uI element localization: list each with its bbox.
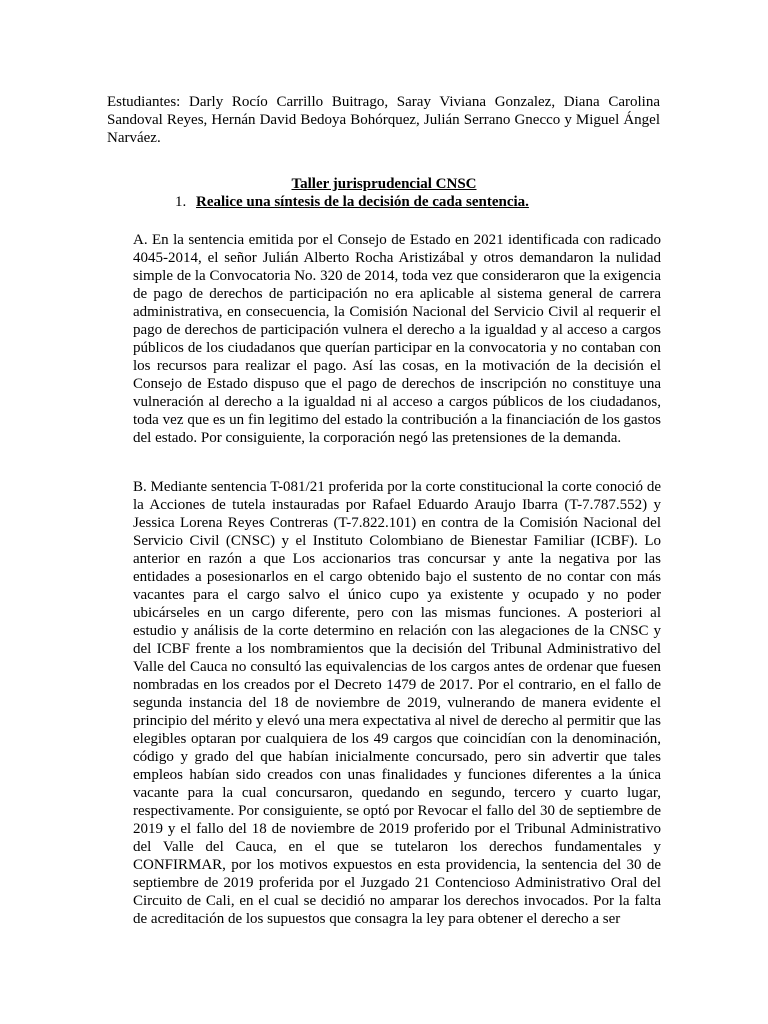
question-item [175,193,529,211]
question-text: Realice una síntesis de la decisión de cada sentencia. [196,194,529,210]
paragraph-a-text: En la sentencia emitida por el Consejo de Estado en 2021 identificada con radicado 4045-2014, el señor Julián Alberto Rocha Aristizábal y otros demandaron la nulidad simple de la Convocatoria No. 320 de 2014, toda vez que consideraron que la exigencia de pago de derechos de participación no era aplicable al sistema general de carrera administrativa, en consecuencia, la Comisión Nacional del Servicio Civil al requerir el pago de derechos de participación vulnera el derecho a la igualdad y al acceso a cargos públicos de los ciudadanos que querían participar en la convocatoria y no contaban con los recursos para realizar el pago. Así las cosas, en la motivación de la decisión el Consejo de Estado dispuso que el pago de derechos de inscripción no constituye una vulneración al derecho a la igualdad ni al acceso a cargos públicos de los ciudadanos, toda vez que es un fin legitimo del estado la contribución a la financiación de los gastos del estado. Por consiguiente, la corporación negó las pretensiones de la demanda. [133,232,661,446]
paragraph-b: B. Mediante sentencia T-081/21 proferida por la corte constitucional la corte conoció de la Acciones de tutela instauradas por Rafael Eduardo Araujo Ibarra (T-7.787.552) y Jessica Lorena Reyes Contreras (T-7.822.101) en contra de la Comisión Nacional del Servicio Civil (CNSC) y el Instituto Colombiano de Bienestar Familiar (ICBF). Lo anterior en razón a que Los accionarios tras concursar y ante la negativa por las entidades a posesionarlos en el cargo obtenido bajo el sustento de no contar con más vacantes para el cargo salvo el único cupo ya existente y ocupado y no poder ubicárseles en un cargo diferente, pero con las mismas funciones. A posteriori al estudio y análisis de la corte determino en relación con las alegaciones de la CNSC y del ICBF frente a los nombramientos que la decisión del Tribunal Administrativo del Valle del Cauca no consultó las equivalencias de los cargos antes de ordenar que fuesen nombradas en los creados por el Decreto 1479 de 2017. Por el contrario, en el fallo de segunda instancia del 18 de noviembre de 2019, vulnerando de manera evidente el principio del mérito y elevó una mera expectativa al nivel de derecho al permitir que las elegibles optaran por cualquiera de los 49 cargos que coincidían con la denominación, código y grado del que habían inicialmente concursado, pero sin advertir que tales empleos habían sido creados con unas finalidades y funciones diferentes a la única vacante para la cual concursaron, quedando en segundo, tercero y cuarto lugar, respectivamente. Por consiguiente, se optó por Revocar el fallo del 30 de septiembre de 2019 y el fallo del 18 de noviembre de 2019 proferido por el Tribunal Administrativo del Valle del Cauca, en el que se tutelaron los derechos fundamentales y CONFIRMAR, por los motivos expuestos en esta providencia, la sentencia del 30 de septiembre de 2019 proferida por el Juzgado 21 Contencioso Administrativo Oral del Circuito de Cali, en el cual se decidió no amparar los derechos invocados. Por la falta de acreditación de los supuestos que consagra la ley para obtener el derecho a ser [133,479,661,927]
question-number: 1. [175,194,187,210]
paragraph-a [133,231,661,447]
paragraph-a-label: A. [133,232,148,248]
document-title: Taller jurisprudencial CNSC [291,176,477,192]
students-list: Estudiantes: Darly Rocío Carrillo Buitrago, Saray Viviana Gonzalez, Diana Carolina Sandoval Reyes, Hernán David Bedoya Bohórquez, Julián Serrano Gnecco y Miguel Ángel Narváez. [107,94,660,146]
